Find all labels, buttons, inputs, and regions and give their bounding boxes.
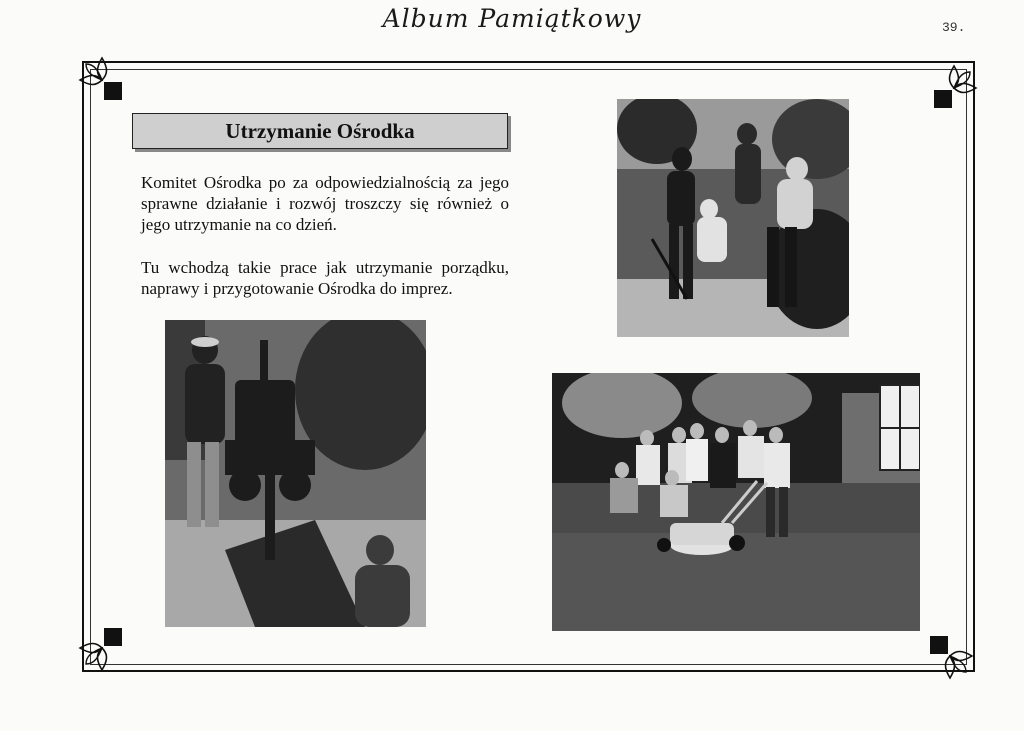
fleur-de-lis-ornament-icon [924,58,984,118]
photo-excavator [165,320,426,627]
photo-gardening [617,99,849,337]
body-paragraph: Tu wchodzą takie prace jak utrzymanie porządku, naprawy i przygotowanie Ośrodka do imprez. [141,258,509,298]
fleur-de-lis-ornament-icon [72,618,132,678]
section-heading: Utrzymanie Ośrodka [132,113,508,149]
fleur-de-lis-ornament-icon [72,50,132,110]
album-title: Album Pamiątkowy [382,4,642,33]
page-number: 39. [942,20,966,35]
fleur-de-lis-ornament-icon [920,626,980,686]
photo-group-with-lawnmower [552,373,920,631]
body-paragraph: Komitet Ośrodka po za odpowiedzialnością za jego sprawne działanie i rozwój troszczy się również o jego utrzymanie na co dzień. [141,173,509,234]
